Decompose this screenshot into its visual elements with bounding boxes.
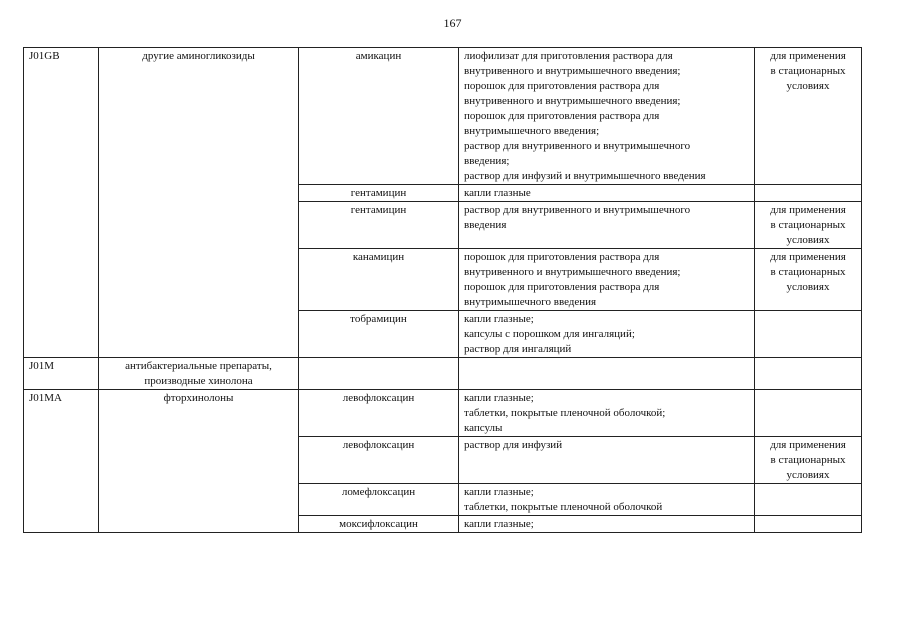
usage-note-line: в стационарных: [770, 219, 846, 231]
dosage-form-line: внутривенного и внутримышечного введения;: [464, 266, 681, 278]
usage-note-cell: [755, 48, 862, 185]
drug-name-cell: [299, 390, 459, 437]
atc-code: J01GB: [29, 50, 60, 62]
usage-note-line: в стационарных: [770, 65, 846, 77]
usage-note-cell: [755, 202, 862, 249]
atc-group-line: антибактериальные препараты,: [125, 360, 272, 372]
drug-name-cell: [299, 358, 459, 390]
dosage-form-line: раствор для внутривенного и внутримышечного: [464, 204, 691, 216]
atc-group-line: фторхинолоны: [163, 392, 234, 404]
atc-group-line: другие аминогликозиды: [142, 50, 255, 62]
drug-name: левофлоксацин: [342, 392, 415, 404]
table-row: [24, 390, 862, 437]
usage-note-cell: [755, 390, 862, 437]
atc-group-cell: [99, 48, 299, 358]
dosage-form-cell: [459, 249, 755, 311]
dosage-form-cell: [459, 48, 755, 185]
drug-name-cell: [299, 202, 459, 249]
usage-note-cell: [755, 484, 862, 516]
dosage-form-line: капли глазные;: [464, 392, 534, 404]
usage-note-cell: [755, 249, 862, 311]
dosage-form-line: капли глазные;: [464, 313, 534, 325]
drug-name: амикацин: [355, 50, 402, 62]
atc-code: J01MA: [29, 392, 63, 404]
dosage-form-line: капсулы: [464, 422, 503, 434]
drug-name: канамицин: [352, 251, 405, 263]
atc-code-cell: [24, 358, 99, 390]
usage-note-line: для применения: [770, 439, 846, 451]
drug-name-cell: [299, 516, 459, 533]
drug-table: [23, 47, 862, 533]
dosage-form-line: внутривенного и внутримышечного введения;: [464, 95, 681, 107]
dosage-form-line: капли глазные;: [464, 486, 534, 498]
dosage-form-line: введения: [464, 219, 507, 231]
drug-name-cell: [299, 437, 459, 484]
atc-group-cell: [99, 390, 299, 533]
page-number: 167: [443, 16, 462, 30]
dosage-form-cell: [459, 437, 755, 484]
drug-name-cell: [299, 311, 459, 358]
usage-note-cell: [755, 311, 862, 358]
usage-note-cell: [755, 516, 862, 533]
dosage-form-line: порошок для приготовления раствора для: [464, 251, 660, 263]
dosage-form-cell: [459, 358, 755, 390]
usage-note-line: для применения: [770, 50, 846, 62]
drug-name: тобрамицин: [350, 313, 407, 325]
usage-note-line: в стационарных: [770, 454, 846, 466]
dosage-form-line: капсулы с порошком для ингаляций;: [464, 328, 635, 340]
drug-name-cell: [299, 48, 459, 185]
dosage-form-line: порошок для приготовления раствора для: [464, 110, 660, 122]
usage-note-line: условиях: [786, 281, 830, 293]
usage-note-cell: [755, 185, 862, 202]
atc-group-cell: [99, 358, 299, 390]
dosage-form-cell: [459, 185, 755, 202]
dosage-form-line: раствор для инфузий и внутримышечного введения: [464, 170, 706, 182]
drug-name-cell: [299, 185, 459, 202]
dosage-form-cell: [459, 390, 755, 437]
usage-note-line: для применения: [770, 251, 846, 263]
dosage-form-line: таблетки, покрытые пленочной оболочкой: [464, 501, 663, 513]
dosage-form-cell: [459, 202, 755, 249]
drug-name: моксифлоксацин: [339, 518, 418, 530]
dosage-form-line: раствор для внутривенного и внутримышечного: [464, 140, 691, 152]
usage-note-line: условиях: [786, 469, 830, 481]
dosage-form-line: порошок для приготовления раствора для: [464, 281, 660, 293]
dosage-form-line: внутримышечного введения;: [464, 125, 600, 137]
usage-note-line: для применения: [770, 204, 846, 216]
dosage-form-line: внутримышечного введения: [464, 296, 597, 308]
dosage-form-line: внутривенного и внутримышечного введения;: [464, 65, 681, 77]
table-row: [24, 358, 862, 390]
dosage-form-cell: [459, 484, 755, 516]
atc-code-cell: [24, 48, 99, 358]
dosage-form-line: капли глазные: [464, 187, 531, 199]
drug-name-cell: [299, 249, 459, 311]
atc-group-line: производные хинолона: [144, 375, 253, 387]
dosage-form-line: раствор для инфузий: [464, 439, 563, 451]
dosage-form-cell: [459, 516, 755, 533]
dosage-form-line: таблетки, покрытые пленочной оболочкой;: [464, 407, 666, 419]
usage-note-cell: [755, 358, 862, 390]
drug-name: гентамицин: [350, 187, 407, 199]
atc-code-cell: [24, 390, 99, 533]
dosage-form-line: введения;: [464, 155, 510, 167]
table-row: [24, 48, 862, 185]
dosage-form-line: порошок для приготовления раствора для: [464, 80, 660, 92]
atc-code: J01M: [29, 360, 55, 372]
usage-note-cell: [755, 437, 862, 484]
usage-note-line: в стационарных: [770, 266, 846, 278]
dosage-form-line: капли глазные;: [464, 518, 534, 530]
drug-name-cell: [299, 484, 459, 516]
usage-note-line: условиях: [786, 234, 830, 246]
dosage-form-line: лиофилизат для приготовления раствора для: [464, 50, 673, 62]
usage-note-line: условиях: [786, 80, 830, 92]
drug-name: ломефлоксацин: [341, 486, 416, 498]
dosage-form-line: раствор для ингаляций: [464, 343, 572, 355]
drug-name: левофлоксацин: [342, 439, 415, 451]
dosage-form-cell: [459, 311, 755, 358]
table-body: [24, 48, 862, 533]
drug-name: гентамицин: [350, 204, 407, 216]
